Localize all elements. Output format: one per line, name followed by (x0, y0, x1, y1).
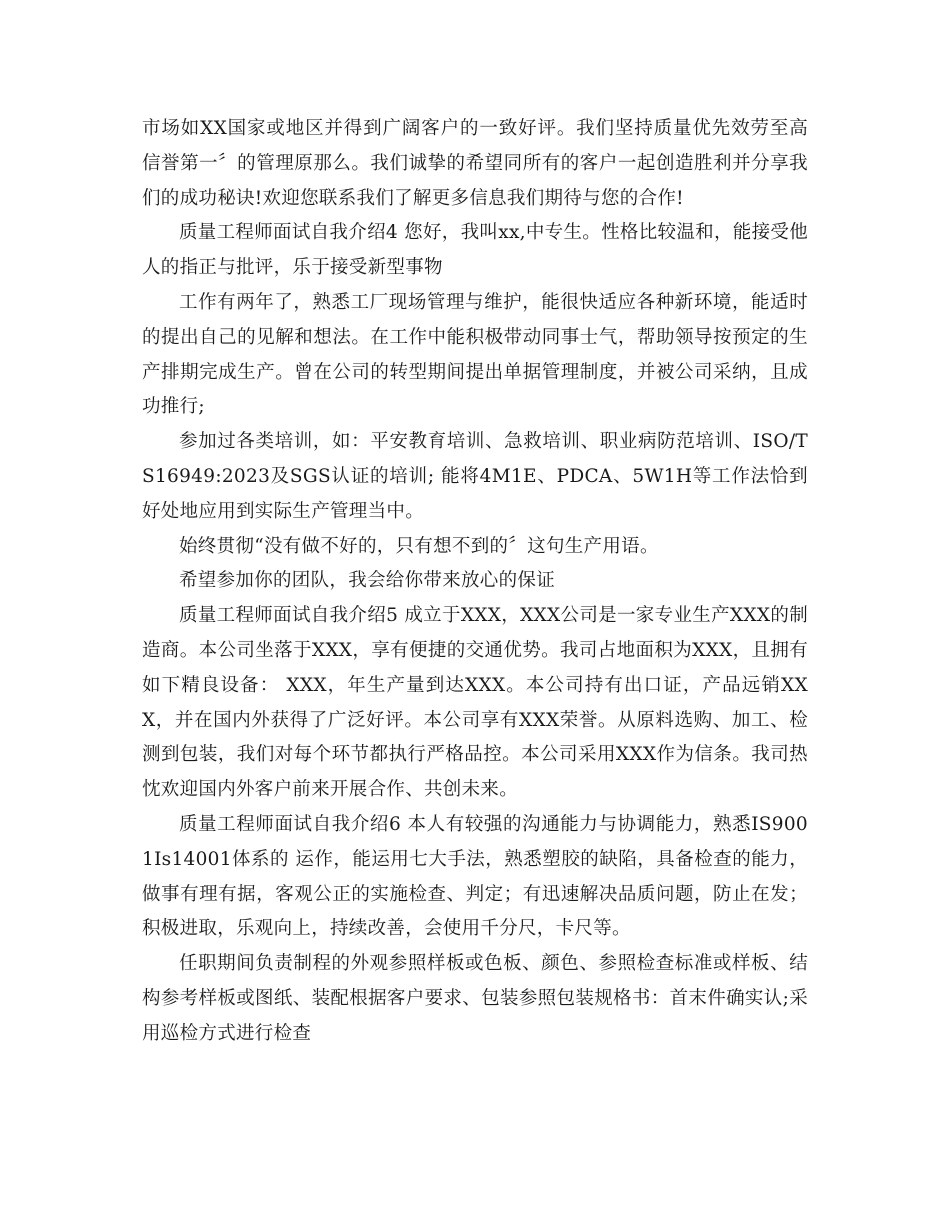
paragraph-1: 市场如XX国家或地区并得到广阔客户的一致好评。我们坚持质量优先效劳至高信誉第一〞的管理原那么。我们诚挚的希望同所有的客户一起创造胜利并分享我们的成功秘诀!欢迎您联系我们了解更多信息我们期待与您的合作! (142, 118, 808, 209)
paragraph-5: 始终贯彻“没有做不好的，只有想不到的〞这句生产用语。 (179, 535, 659, 557)
paragraph-6: 希望参加你的团队，我会给你带来放心的保证 (179, 570, 556, 592)
paragraph-7: 质量工程师面试自我介绍5 成立于XXX，XXX公司是一家专业生产XXX的制造商。本公司坐落于XXX，享有便捷的交通优势。我司占地面积为XXX，且拥有如下精良设备： XXX，年生产量到达XXX。本公司持有出口证，产品远销XXX，并在国内外获得了广泛好评。本公司享有XXX荣誉。从原料选购、加工、检测到包装，我们对每个环节都执行严格品控。本公司采用XXX作为信条。我司热忱欢迎国内外客户前来开展合作、共创未来。 (142, 605, 808, 801)
paragraph-9: 任职期间负责制程的外观参照样板或色板、颜色、参照检查标准或样板、结构参考样板或图纸、装配根据客户要求、包装参照包装规格书：首末件确实认;采用巡检方式进行检查 (142, 953, 808, 1044)
paragraph-2: 质量工程师面试自我介绍4 您好，我叫xx,中专生。性格比较温和，能接受他人的指正与批评，乐于接受新型事物 (142, 222, 808, 279)
paragraph-8: 质量工程师面试自我介绍6 本人有较强的沟通能力与协调能力，熟悉IS9001Is14001体系的 运作，能运用七大手法，熟悉塑胶的缺陷，具备检查的能力，做事有理有据，客观公正的实施检查、判定；有迅速解决品质问题，防止在发；积极进取，乐观向上，持续改善，会使用千分尺，卡尺等。 (142, 813, 808, 940)
paragraph-4: 参加过各类培训，如：平安教育培训、急救培训、职业病防范培训、ISO/TS16949:2023及SGS认证的培训; 能将4M1E、PDCA、5W1H等工作法恰到好处地应用到实际生产管理当中。 (142, 431, 808, 522)
paragraph-3: 工作有两年了，熟悉工厂现场管理与维护，能很快适应各种新环境，能适时的提出自己的见解和想法。在工作中能积极带动同事士气，帮助领导按预定的生产排期完成生产。曾在公司的转型期间提出单据管理制度，并被公司采纳，且成功推行; (142, 291, 808, 418)
